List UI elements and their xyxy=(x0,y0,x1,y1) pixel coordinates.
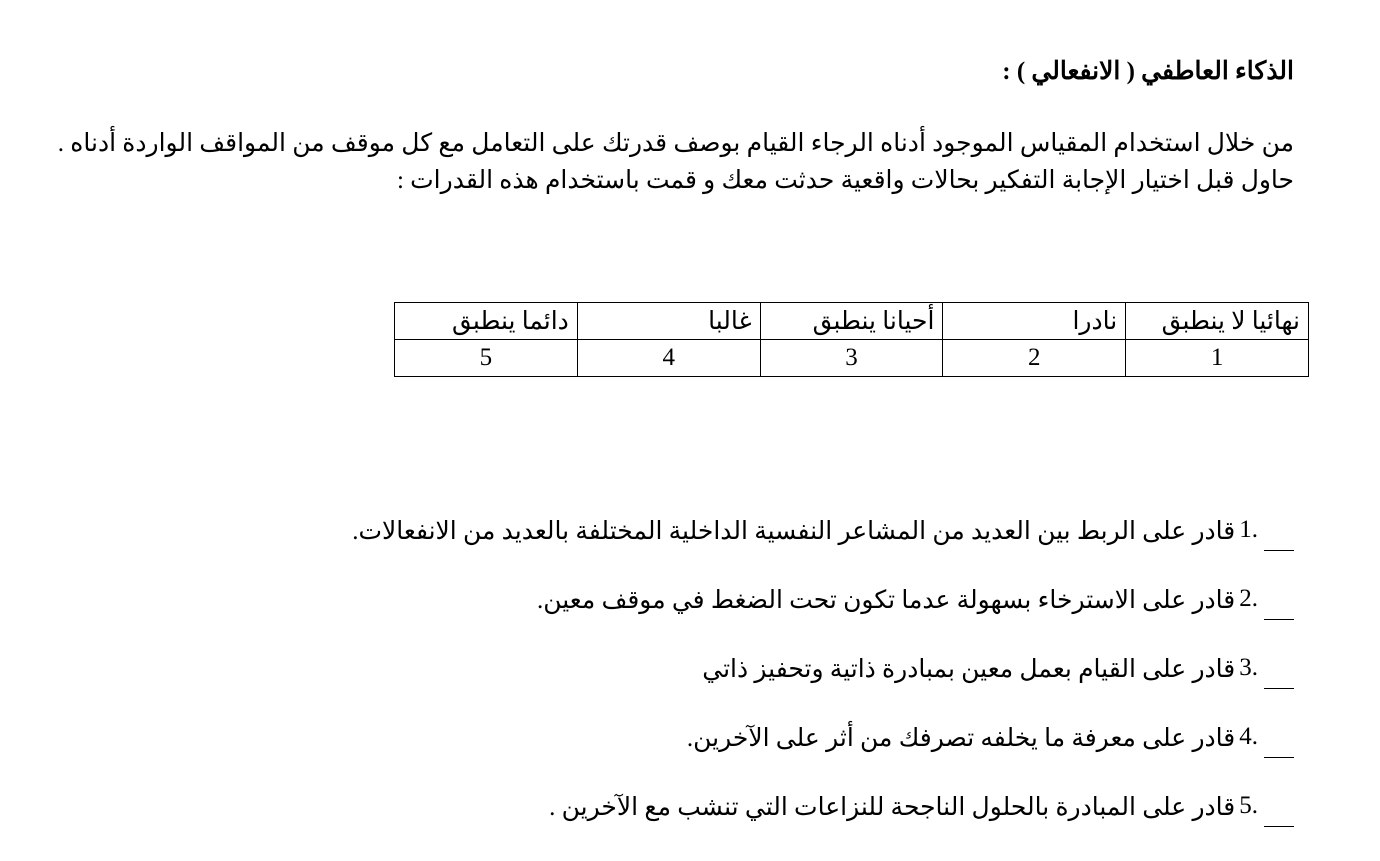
scale-value-2: 2 xyxy=(943,340,1126,377)
rating-scale-table xyxy=(394,302,1309,377)
question-number: 2. xyxy=(1239,585,1258,612)
instructions xyxy=(58,125,1294,199)
scale-value-3: 3 xyxy=(760,340,943,377)
scale-label-rarely: نادرا xyxy=(943,303,1126,340)
instruction-line: حاول قبل اختيار الإجابة التفكير بحالات واقعية حدثت معك و قمت باستخدام هذه القدرات : xyxy=(396,167,1294,194)
scale-value-1: 1 xyxy=(1126,340,1309,377)
page-title: الذكاء العاطفي ( الانفعالي ) : xyxy=(1002,58,1294,85)
question-item xyxy=(294,723,1294,792)
question-list xyxy=(294,516,1294,861)
question-number: 3. xyxy=(1239,654,1258,681)
scale-labels-row xyxy=(395,303,1309,340)
question-text: قادر على القيام بعمل معين بمبادرة ذاتية وتحفيز ذاتي xyxy=(702,656,1236,683)
question-text: قادر على الربط بين العديد من المشاعر النفسية الداخلية المختلفة بالعديد من الانفعالات. xyxy=(352,518,1236,545)
question-item xyxy=(294,654,1294,723)
scale-value-5: 5 xyxy=(395,340,578,377)
scale-label-often: غالبا xyxy=(577,303,760,340)
question-number: 4. xyxy=(1239,723,1258,750)
answer-blank[interactable] xyxy=(1264,792,1294,827)
question-item xyxy=(294,585,1294,654)
question-item xyxy=(294,792,1294,861)
instruction-line: من خلال استخدام المقياس الموجود أدناه الرجاء القيام بوصف قدرتك على التعامل مع كل موقف من المواقف الواردة أدناه . xyxy=(57,130,1294,157)
answer-blank[interactable] xyxy=(1264,585,1294,620)
question-number: 1. xyxy=(1239,516,1258,543)
question-text: قادر على الاسترخاء بسهولة عدما تكون تحت الضغط في موقف معين. xyxy=(536,587,1236,614)
question-text: قادر على معرفة ما يخلفه تصرفك من أثر على الآخرين. xyxy=(686,725,1236,752)
answer-blank[interactable] xyxy=(1264,516,1294,551)
scale-label-never: نهائيا لا ينطبق xyxy=(1126,303,1309,340)
question-text: قادر على المبادرة بالحلول الناجحة للنزاعات التي تنشب مع الآخرين . xyxy=(549,794,1236,821)
answer-blank[interactable] xyxy=(1264,654,1294,689)
scale-label-always: دائما ينطبق xyxy=(395,303,578,340)
scale-value-4: 4 xyxy=(577,340,760,377)
question-item xyxy=(294,516,1294,585)
answer-blank[interactable] xyxy=(1264,723,1294,758)
scale-label-sometimes: أحيانا ينطبق xyxy=(760,303,943,340)
question-number: 5. xyxy=(1239,792,1258,819)
scale-values-row xyxy=(395,340,1309,377)
